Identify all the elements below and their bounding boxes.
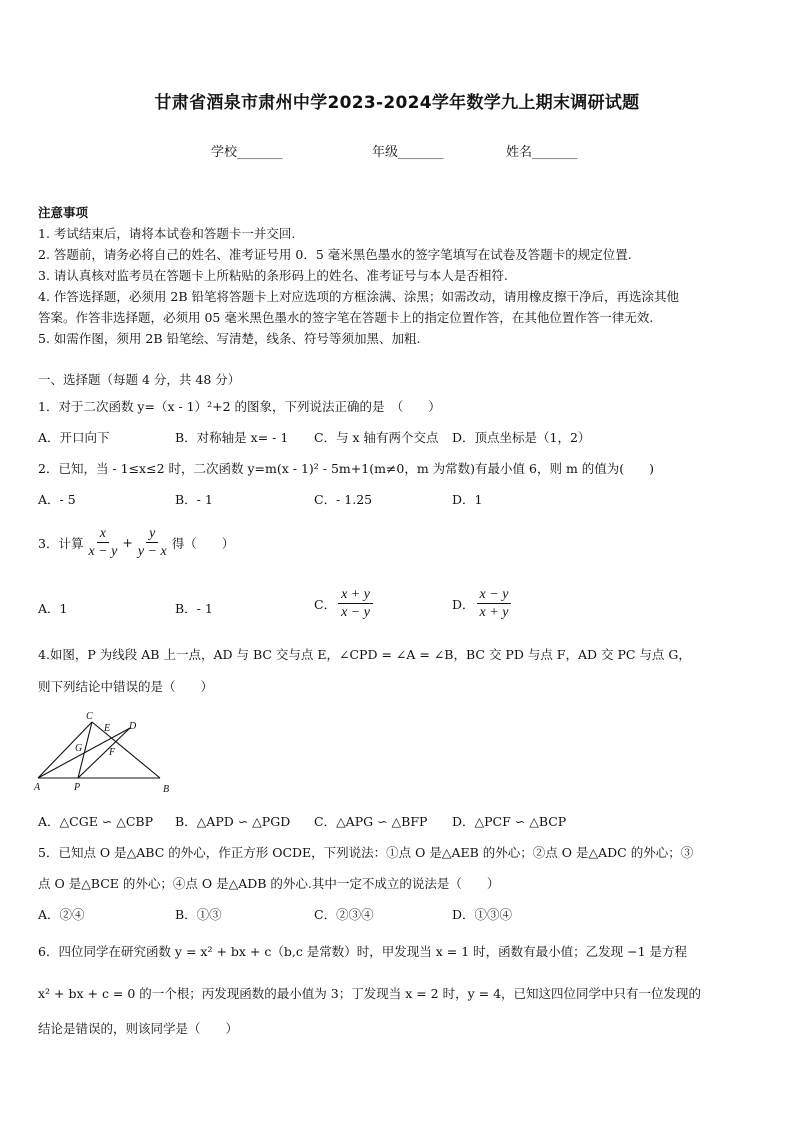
name-field: 姓名_______ bbox=[506, 145, 578, 160]
q4-option-c: C．△APG ∽ △BFP bbox=[314, 814, 428, 829]
label-g: G bbox=[75, 743, 83, 754]
question-6-line2: x² + bx + c = 0 的一个根；丙发现函数的最小值为 3；丁发现当 x = 2 时，y = 4，已知这四位同学中只有一位发现的 bbox=[38, 986, 702, 1001]
q3-option-c bbox=[314, 586, 375, 621]
q3-f1-denominator: x − y bbox=[88, 544, 118, 559]
notice-item: 答案。作答非选择题，必须用 05 毫米黑色墨水的签字笔在答题卡上的指定位置作答，在其他位置作答一律无效. bbox=[38, 310, 654, 325]
q2-option-c: C．- 1.25 bbox=[314, 492, 373, 507]
label-d: D bbox=[129, 721, 137, 732]
q3-fraction-2 bbox=[135, 525, 170, 560]
q3-c-denominator: x − y bbox=[341, 605, 370, 620]
question-1-stem: 1．对于二次函数 y=（x - 1）²+2 的图象，下列说法正确的是 （ ） bbox=[38, 399, 441, 414]
q4-option-d: D．△PCF ∽ △BCP bbox=[452, 814, 567, 829]
q2-option-a: A．- 5 bbox=[38, 492, 76, 507]
label-p: P bbox=[74, 782, 81, 793]
q3-plus: + bbox=[122, 535, 133, 550]
q3-c-numerator: x + y bbox=[338, 586, 373, 604]
q5-option-b: B．①③ bbox=[175, 907, 222, 922]
q3-f2-denominator: y − x bbox=[137, 544, 167, 559]
notice-item: 5. 如需作图，须用 2B 铅笔绘、写清楚，线条、符号等须加黑、加粗. bbox=[38, 331, 421, 346]
question-5-line2: 点 O 是△BCE 的外心；④点 O 是△ADB 的外心.其中一定不成立的说法是（ ） bbox=[38, 876, 500, 891]
question-4-line2: 则下列结论中错误的是（ ） bbox=[38, 679, 214, 694]
q4-geometry-figure bbox=[30, 700, 190, 800]
question-4-line1: 4.如图，P 为线段 AB 上一点，AD 与 BC 交与点 E，∠CPD = ∠A = ∠B，BC 交 PD 与点 F，AD 交 PC 与点 G， bbox=[38, 647, 691, 662]
label-e: E bbox=[104, 723, 111, 734]
notice-heading: 注意事项 bbox=[38, 205, 89, 220]
q3-option-d-label: D． bbox=[452, 596, 475, 612]
q5-option-c: C．②③④ bbox=[314, 907, 374, 922]
q5-option-a: A．②④ bbox=[38, 907, 85, 922]
label-f: F bbox=[109, 747, 116, 758]
question-6-line3: 结论是错误的，则该同学是（ ） bbox=[38, 1021, 239, 1036]
q3-f1-numerator: x bbox=[97, 525, 109, 543]
q3-option-c-fraction bbox=[338, 586, 373, 621]
label-c: C bbox=[86, 711, 93, 722]
notice-item: 2. 答题前，请务必将自己的姓名、准考证号用 0．5 毫米黑色墨水的签字笔填写在试卷及答题卡的规定位置. bbox=[38, 247, 632, 262]
q3-option-b: B．- 1 bbox=[175, 601, 213, 616]
notice-item: 3. 请认真核对监考员在答题卡上所粘贴的条形码上的姓名、准考证号与本人是否相符. bbox=[38, 268, 508, 283]
q5-option-d: D．①③④ bbox=[452, 907, 513, 922]
q3-option-a: A．1 bbox=[38, 601, 68, 616]
q2-option-d: D．1 bbox=[452, 492, 483, 507]
q2-option-b: B．- 1 bbox=[175, 492, 213, 507]
q3-fraction-1 bbox=[85, 525, 120, 560]
q3-d-numerator: x − y bbox=[477, 586, 512, 604]
q3-f2-numerator: y bbox=[146, 525, 158, 543]
q1-option-d: D．顶点坐标是（1，2） bbox=[452, 430, 591, 445]
question-3-stem bbox=[38, 525, 234, 560]
question-5-line1: 5．已知点 O 是△ABC 的外心，作正方形 OCDE，下列说法：①点 O 是△AEB 的外心；②点 O 是△ADC 的外心；③ bbox=[38, 845, 694, 860]
page-title: 甘肃省酒泉市肃州中学2023-2024学年数学九上期末调研试题 bbox=[154, 93, 640, 113]
school-field: 学校_______ bbox=[211, 145, 283, 160]
q4-option-b: B．△APD ∽ △PGD bbox=[175, 814, 291, 829]
q1-option-b: B．对称轴是 x= - 1 bbox=[175, 430, 289, 445]
segment-pd bbox=[78, 728, 130, 778]
segment-ac bbox=[38, 722, 92, 778]
section-heading: 一、选择题（每题 4 分，共 48 分） bbox=[38, 372, 241, 387]
q3-prefix: 3．计算 bbox=[38, 535, 84, 551]
q3-option-c-label: C． bbox=[314, 596, 337, 612]
q3-suffix: 得（ ） bbox=[171, 535, 235, 551]
q3-option-d bbox=[452, 586, 513, 621]
label-b: B bbox=[163, 784, 170, 795]
q3-option-d-fraction bbox=[477, 586, 512, 621]
question-6-line1: 6．四位同学在研究函数 y = x² + bx + c（b,c 是常数）时，甲发现当 x = 1 时，函数有最小值；乙发现 −1 是方程 bbox=[38, 944, 688, 959]
grade-field: 年级_______ bbox=[372, 145, 444, 160]
q3-d-denominator: x + y bbox=[479, 605, 509, 620]
q4-option-a: A．△CGE ∽ △CBP bbox=[38, 814, 154, 829]
notice-item: 1. 考试结束后，请将本试卷和答题卡一并交回. bbox=[38, 226, 296, 241]
notice-item: 4. 作答选择题，必须用 2B 铅笔将答题卡上对应选项的方框涂满、涂黑；如需改动，请用橡皮擦干净后，再选涂其他 bbox=[38, 289, 679, 304]
label-a: A bbox=[34, 782, 41, 793]
q1-option-c: C．与 x 轴有两个交点 bbox=[314, 430, 439, 445]
q1-option-a: A．开口向下 bbox=[38, 430, 110, 445]
question-2-stem: 2．已知，当 - 1≤x≤2 时，二次函数 y=m(x - 1)² - 5m+1(m≠0，m 为常数)有最小值 6，则 m 的值为( ) bbox=[38, 461, 655, 476]
